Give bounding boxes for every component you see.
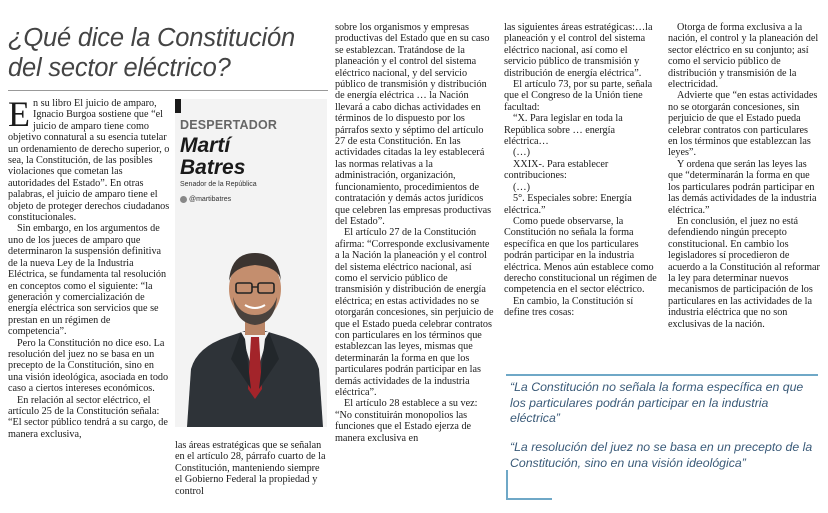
column-1: [8, 94, 170, 510]
section-title: DESPERTADOR: [180, 118, 278, 132]
column-4: [668, 22, 820, 374]
paragraph: [335, 227, 495, 398]
paragraph: [8, 223, 170, 337]
paragraph: [335, 398, 495, 444]
paragraph-text: En cambio, la Constitución sí define tres cosas:: [504, 295, 634, 319]
paragraph: [504, 22, 660, 79]
paragraph: [175, 440, 327, 497]
paragraph-text: Otorga de forma exclusiva a la nación, el control y la planeación del sector eléctrico en su conjunto; así como el servicio público de distribución y transmisión de la electricidad.: [668, 22, 819, 91]
paragraph-text: El artículo 28 establece a su vez: “No constituirán monopolios las funciones que el Estado ejerza de manera exclusiva en: [335, 398, 478, 444]
paragraph: [504, 147, 660, 158]
pullquote-side-rule: [506, 470, 508, 500]
paragraph: [504, 182, 660, 193]
paragraph: [504, 216, 660, 296]
pullquote-1: “La Constitución no señala la forma específica en que los particulares podrán participar en la industria eléctrica”: [510, 380, 804, 425]
columnist-box: [175, 99, 327, 427]
paragraph: [8, 94, 170, 224]
paragraph-text: Advierte que “en estas actividades no se otorgarán concesiones, sin perjuicio de que el Estado pueda celebrar contratos con particulares en los términos que establezcan las leyes”.: [668, 90, 818, 159]
paragraph-text: las áreas estratégicas que se señalan en el artículo 28, párrafo cuarto de la Constitución, manteniendo siempre el Gobierno Federal la propiedad y control: [175, 440, 326, 497]
pullquote-bottom-rule: [506, 498, 552, 500]
paragraph-text: sobre los organismos y empresas productivas del Estado que en su caso se establezcan. Tratándose de la planeación y el control del sistema eléctrico nacional, y del servicio público de transmisión y distribución de energía eléctrica … la Nación llevará a cabo dichas actividades en términos de lo dispuesto por los párrafos sexto y séptimo del artículo 27 de esta Constitución. En las actividades citadas la ley establecerá las normas relativas a la administración, organización, funcionamiento, procedimientos de contratación y demás actos jurídicos que celebren las empresas productivas del Estado”.: [335, 22, 492, 227]
paragraph-text: El artículo 73, por su parte, señala que el Congreso de la Unión tiene facultad:: [504, 79, 653, 113]
paragraph: [8, 395, 170, 441]
paragraph: [504, 296, 660, 319]
headline-rule: [8, 90, 328, 91]
columnist-name-last: Batres: [180, 156, 246, 179]
paragraph-text: 5°. Especiales sobre: Energía eléctrica.”: [504, 193, 632, 216]
paragraph: [504, 159, 660, 182]
paragraph: [504, 79, 660, 113]
paragraph-text: Como puede observarse, la Constitución no señala la forma específica en que los particulares podrán participar en la industria eléctrica. Menos aún establece como derecho constitucional un régimen de competencia en el sector eléctrico.: [504, 215, 657, 296]
pullquote-top-rule: [506, 374, 818, 376]
column-1-continuation: [175, 440, 327, 510]
paragraph-text: (…): [513, 181, 530, 193]
paragraph: [335, 22, 495, 227]
column-3: [504, 22, 660, 374]
paragraph: [504, 193, 660, 216]
paragraph-text: En conclusión, el juez no está defendiendo ningún precepto constitucional. En cambio los legisladores sí procedieron de acuerdo a la Constitución al reformar la ley para determinar nuevos mecanismos de participación de los particulares en las actividades de la industria eléctrica que no son exclusivas de la nación.: [668, 215, 820, 330]
columnist-name: [180, 135, 320, 179]
columnist-name-first: Martí: [180, 134, 231, 157]
paragraph-text: Sin embargo, en los argumentos de uno de los jueces de amparo que determinaron la suspensión definitiva de la nueva Ley de la Industria Eléctrica, se fundamenta tal resolución en conceptos como el siguiente: “la generación y comercialización de energía eléctrica son servicios que se prestan en un régimen de competencia”.: [8, 223, 167, 338]
columnist-social: [180, 196, 231, 203]
drop-cap: E: [8, 94, 30, 134]
paragraph: [668, 90, 820, 158]
paragraph: [504, 113, 660, 147]
paragraph-text: n su libro El juicio de amparo, Ignacio Burgoa sostiene que “el juicio de amparo tiene como objetivo connatural a su esencia tutelar un ordenamiento de derecho superior, o sea, la Constitución, de las posibles violaciones que cometan las autoridades del Estado”. En otras palabras, el juicio de amparo tiene el objeto de proteger derechos ciudadanos constitucionales.: [8, 98, 170, 224]
paragraph: [668, 159, 820, 216]
paragraph-text: (…): [513, 147, 530, 159]
paragraph-text: Pero la Constitución no dice eso. La resolución del juez no se basa en un precepto de la Constitución, sino en una visión ideológica, asociada en todo caso a ciertos intereses económicos.: [8, 337, 169, 395]
columnist-photo: [187, 239, 323, 427]
columnist-role: Senador de la República: [180, 181, 257, 188]
paragraph-text: Y ordena que serán las leyes las que “determinarán la forma en que los particulares podrán participar en las demás actividades de la industria eléctrica.”: [668, 158, 817, 216]
paragraph-text: las siguientes áreas estratégicas:…la planeación y el control del sistema eléctrico nacional, así como el servicio público de transmisión y distribución de energía eléctrica”.: [504, 22, 653, 79]
columnist-handle: @martibatres: [189, 196, 232, 203]
headline: [8, 23, 328, 83]
section-marker: [175, 99, 181, 113]
headline-line-2: del sector eléctrico?: [8, 54, 231, 82]
column-2: [335, 22, 495, 512]
paragraph-text: El artículo 27 de la Constitución afirma: “Corresponde exclusivamente a la Nación la planeación y el control del sistema eléctrico nacional, así como el servicio público de transmisión y distribución de energía eléctrica; en estas actividades no se otorgarán concesiones, sin perjuicio de que el Estado pueda celebrar contratos con particulares en los términos que establezcan las leyes, mismas que determinarán la forma en que los particulares podrán participar en las demás actividades de la industria eléctrica”.: [335, 227, 494, 398]
headline-line-1: ¿Qué dice la Constitución: [8, 24, 295, 52]
paragraph: [8, 338, 170, 395]
paragraph: [668, 22, 820, 90]
paragraph: [668, 216, 820, 330]
paragraph-text: “X. Para legislar en toda la República sobre … energía eléctrica…: [504, 113, 623, 148]
twitter-icon: [180, 196, 187, 203]
paragraph-text: XXIX-. Para establecer contribuciones:: [504, 158, 609, 182]
paragraph-text: En relación al sector eléctrico, el artículo 25 de la Constitución señala: “El sector público tendrá a su cargo, de manera exclusiva,: [8, 394, 168, 440]
pullquote-2: “La resolución del juez no se basa en un precepto de la Constitución, sino en una visión ideológica”: [510, 440, 813, 470]
